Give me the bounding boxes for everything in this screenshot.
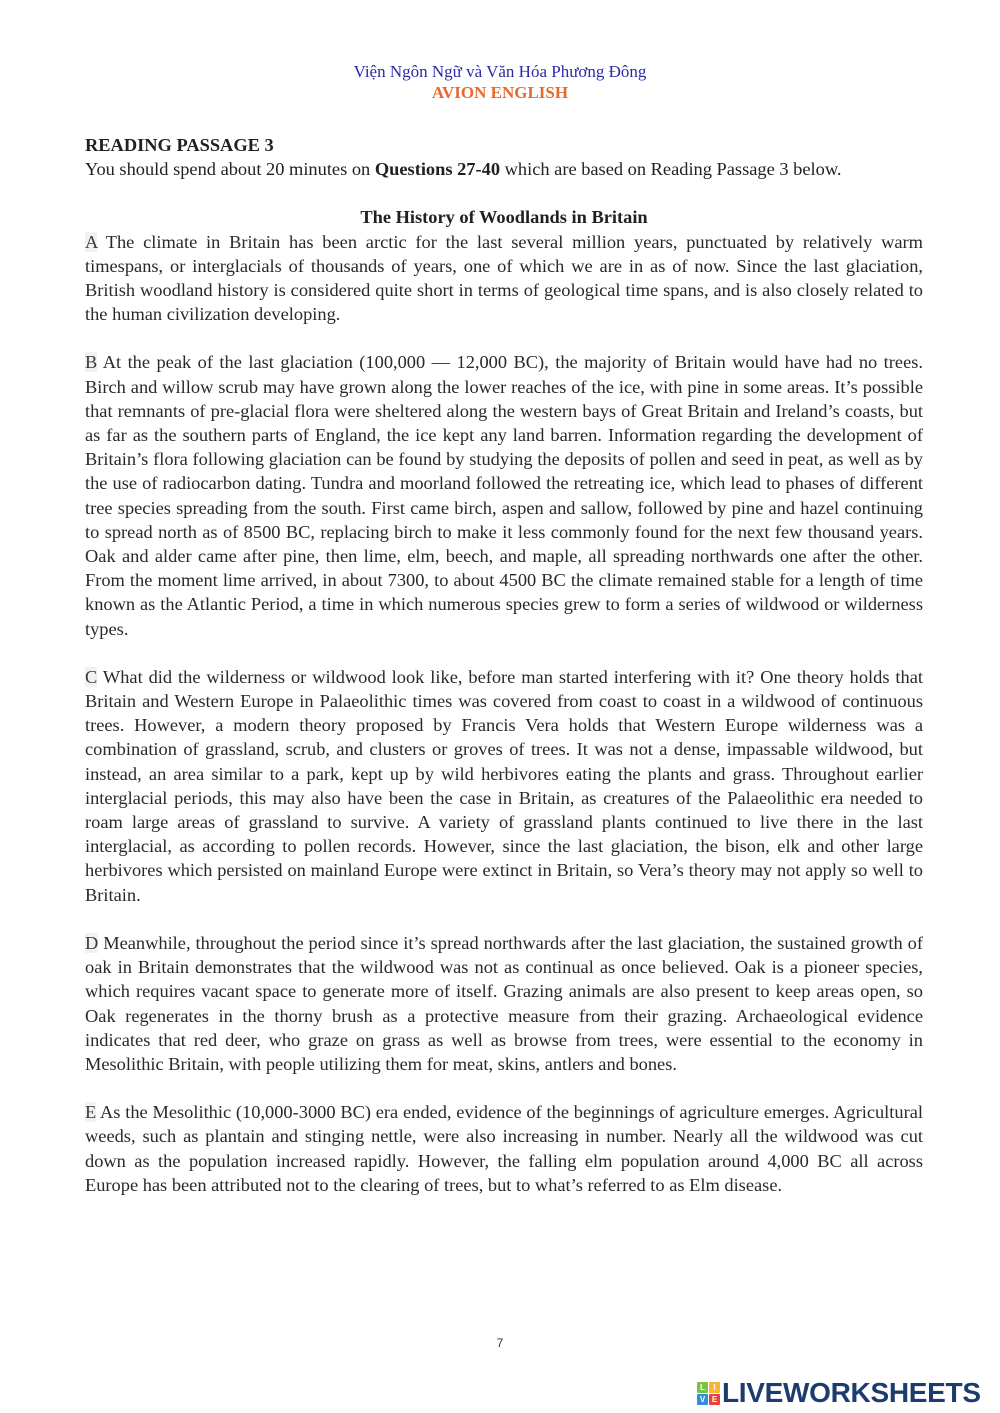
- brand-name: AVION ENGLISH: [431, 83, 569, 102]
- paragraph-d: [85, 931, 923, 1076]
- instructions-text-after: which are based on Reading Passage 3 below.: [500, 159, 842, 180]
- logo-tile-l: L: [697, 1382, 708, 1393]
- instructions-text-before: You should spend about 20 minutes on: [85, 159, 375, 180]
- logo-tile-v: V: [697, 1394, 708, 1405]
- document-header: [0, 61, 1000, 103]
- paragraph-a: [85, 230, 923, 327]
- paragraph-letter: E: [85, 1102, 97, 1123]
- instructions-question-range: Questions 27-40: [374, 159, 501, 180]
- paragraph-text: Meanwhile, throughout the period since it’s spread northwards after the last glaciation, the sustained growth of oak in Britain demonstrates that the wildwood was not as continual as once believed. Oak is a pioneer species, which requires vacant space to generate more of itself. Grazing animals are also present to keep areas open, so Oak regenerates in the thorny brush as a protective measure from their grazing. Archaeological evidence indicates that red deer, who graze on grass as well as browse from trees, were essential to the economy in Mesolithic Britain, with people utilizing them for meat, skins, antlers and bones.: [85, 932, 923, 1074]
- passage-title: The History of Woodlands in Britain: [360, 207, 648, 228]
- paragraph-text: At the peak of the last glaciation (100,000 — 12,000 BC), the majority of Britain would have had no trees. Birch and willow scrub may have grown along the lower reaches of the ice, with pine in some areas. It’s possible that remnants of pre-glacial flora were sheltered along the western bays of Great Britain and Ireland’s coasts, but as far as the southern parts of England, the ice kept any land barren. Information regarding the development of Britain’s flora following glaciation can be found by studying the deposits of pollen and seed in peat, as well as by the use of radiocarbon dating. Tundra and moorland followed the retreating ice, which lead to phases of different tree species spreading from the south. First came birch, aspen and sallow, followed by pine and hazel continuing to spread north as of 8500 BC, replacing birch to make it less commonly found for the next few thousand years. Oak and alder came after pine, then lime, elm, beech, and maple, all spreading northwards one after the other. From the moment lime arrived, in about 7300, to about 4500 BC the climate remained stable for a length of time known as the Atlantic Period, a time in which numerous species grew to form a series of wildwood or wilderness types.: [85, 352, 923, 639]
- paragraph-letter: B: [85, 352, 98, 373]
- liveworksheets-logo[interactable]: [697, 1378, 981, 1408]
- logo-tile-e: E: [709, 1394, 720, 1405]
- paragraph-text: What did the wilderness or wildwood look like, before man started interfering with it? One theory holds that Britain and Western Europe in Palaeolithic times was covered from coast to coast in a wildwood of continuous trees. However, a modern theory proposed by Francis Vera holds that Western Europe wilderness was a combination of grassland, scrub, and clusters or groves of trees. It was not a dense, impassable wildwood, but instead, an area similar to a park, kept up by wild herbivores eating the plants and grass. Throughout earlier interglacial periods, this may also have been the case in Britain, as creatures of the Palaeolithic era needed to roam large areas of grassland to survive. A variety of grassland plants continued to live there in the last interglacial, as according to pollen records. However, since the last glaciation, the bison, elk and other large herbivores which persisted on mainland Europe were extinct in Britain, so Vera’s theory may not apply so well to Britain.: [85, 666, 923, 905]
- paragraph-letter: A: [85, 231, 98, 252]
- paragraph-text: As the Mesolithic (10,000-3000 BC) era ended, evidence of the beginnings of agriculture emerges. Agricultural weeds, such as plantain and stinging nettle, were also increasing in number. Nearly all the wildwood was cut down as the population increased rapidly. However, the falling elm population around 4,000 BC all across Europe has been attributed not to the clearing of trees, but to what’s referred to as Elm disease.: [85, 1102, 923, 1195]
- paragraph-b: [85, 350, 923, 640]
- paragraph-e: [85, 1100, 923, 1197]
- page-number: 7: [496, 1336, 504, 1350]
- paragraph-letter: D: [85, 932, 99, 953]
- section-heading: READING PASSAGE 3: [85, 135, 274, 155]
- page-content: [85, 133, 923, 1221]
- liveworksheets-mark-icon: [697, 1382, 720, 1405]
- paragraph-text: The climate in Britain has been arctic for the last several million years, punctuated by relatively warm timespans, or interglacials of thousands of years, one of which we are in as of now. Since the last glaciation, British woodland history is considered quite short in terms of geological time spans, and is also closely related to the human civilization developing.: [85, 231, 923, 325]
- paragraph-c: [85, 665, 923, 907]
- logo-tile-i: I: [709, 1382, 720, 1393]
- paragraph-letter: C: [85, 666, 98, 687]
- instructions: [85, 157, 923, 181]
- liveworksheets-wordmark: LIVEWORKSHEETS: [722, 1377, 981, 1408]
- institute-name: Viện Ngôn Ngữ và Văn Hóa Phương Đông: [353, 62, 647, 81]
